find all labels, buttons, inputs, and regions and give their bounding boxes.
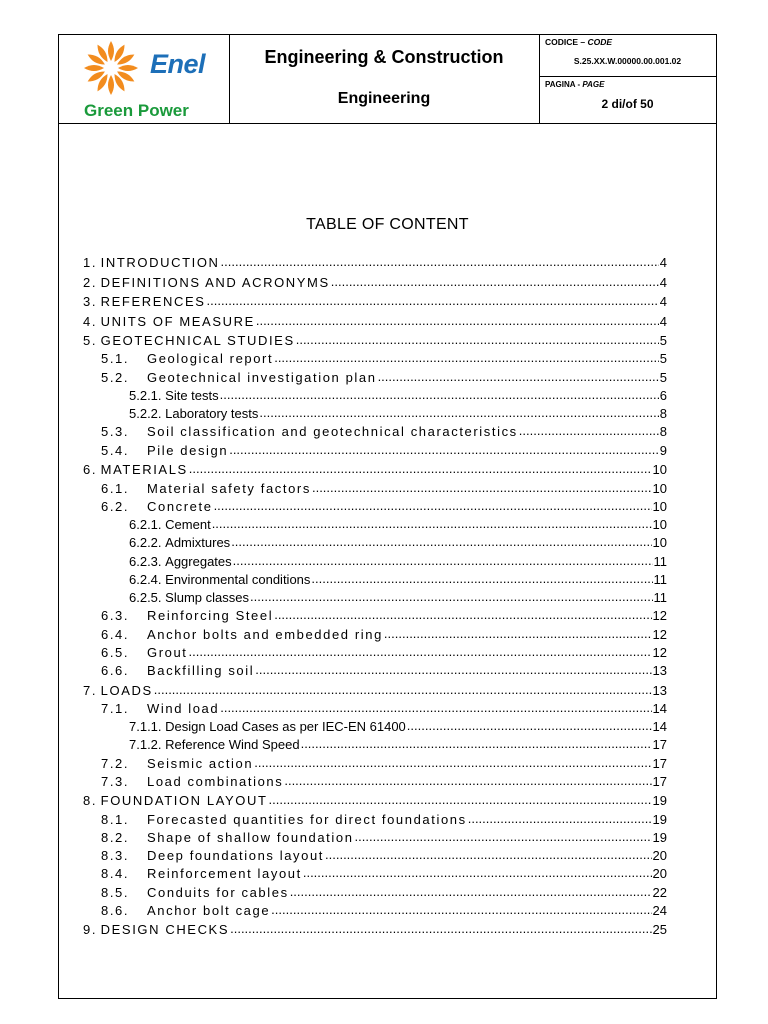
toc-entry-page: 10 xyxy=(652,517,667,532)
toc-entry-page: 12 xyxy=(652,608,667,624)
toc-entry-label: Reinforcement layout xyxy=(147,866,302,882)
toc-entry-label: Pile design xyxy=(147,442,229,458)
document-page xyxy=(58,34,717,999)
toc-entry[interactable] xyxy=(83,333,667,351)
toc-entry-label: Backfilling soil xyxy=(147,663,255,678)
toc-entry-number: 5.2. xyxy=(101,369,130,385)
toc-entry[interactable] xyxy=(83,830,667,848)
toc-entry-number: 6.2. xyxy=(101,498,130,514)
toc-entry-page: 11 xyxy=(653,553,667,569)
toc-entry-page: 17 xyxy=(652,773,667,789)
toc-entry-number: 6.4. xyxy=(101,626,130,642)
toc-entry-number: 7.1. xyxy=(101,700,130,716)
toc-entry[interactable] xyxy=(83,683,667,701)
toc-entry-page: 11 xyxy=(653,590,667,605)
toc-entry[interactable] xyxy=(83,351,667,369)
toc-entry-number: 6.2.1. xyxy=(129,517,162,532)
toc-entry[interactable] xyxy=(83,701,667,719)
toc-entry-number: 7.3. xyxy=(101,773,130,789)
logo-subtitle: Green Power xyxy=(84,101,189,120)
toc-entry-label: LOADS xyxy=(100,682,153,698)
toc-entry-label: Geotechnical investigation plan xyxy=(147,369,377,385)
toc-entry-label: Concrete xyxy=(147,498,213,514)
toc-entry-label: Anchor bolt cage xyxy=(147,902,271,918)
document-subtitle: Engineering xyxy=(337,90,431,107)
toc-entry-number: 6.2.2. xyxy=(129,535,162,551)
toc-entry[interactable] xyxy=(83,812,667,830)
page-label: PAGINA - PAGE xyxy=(545,80,605,89)
toc-leader-dots xyxy=(271,902,651,917)
toc-leader-dots xyxy=(355,829,652,844)
toc-leader-dots xyxy=(212,516,652,531)
toc-entry-label: Load combinations xyxy=(147,773,284,789)
toc-entry-page: 5 xyxy=(659,369,667,385)
toc-leader-dots xyxy=(269,792,652,807)
toc-entry-number: 8.2. xyxy=(101,829,130,845)
toc-leader-dots xyxy=(207,293,659,308)
toc-entry-page: 4 xyxy=(659,313,667,329)
toc-entry-label: Reference Wind Speed xyxy=(165,737,300,753)
toc-entry[interactable] xyxy=(83,255,667,273)
document-code: S.25.XX.W.00000.00.001.02 xyxy=(573,56,682,66)
toc-entry-number: 6.2.4. xyxy=(129,571,162,587)
toc-entry[interactable] xyxy=(83,314,667,332)
toc-entry-page: 13 xyxy=(652,682,667,698)
toc-leader-dots xyxy=(290,884,652,899)
toc-entry[interactable] xyxy=(83,590,667,608)
toc-entry-page: 4 xyxy=(659,274,667,290)
toc-entry-page: 10 xyxy=(652,480,667,496)
toc-entry[interactable] xyxy=(83,608,667,626)
toc-entry-page: 10 xyxy=(652,498,667,514)
toc-entry-number: 9. xyxy=(83,922,98,938)
toc-entry[interactable] xyxy=(83,756,667,774)
toc-entry-label: Material safety factors xyxy=(147,480,311,496)
toc-entry[interactable] xyxy=(83,535,667,553)
toc-entry-label: UNITS OF MEASURE xyxy=(100,313,255,329)
toc-entry-page: 13 xyxy=(652,663,667,678)
toc-entry[interactable] xyxy=(83,424,667,442)
toc-leader-dots xyxy=(154,682,652,697)
toc-entry-number: 6.2.5. xyxy=(129,590,162,605)
toc-entry-number: 8.5. xyxy=(101,884,130,900)
toc-entry-number: 6. xyxy=(83,462,98,478)
toc-entry-number: 5.1. xyxy=(101,351,130,367)
toc-entry[interactable] xyxy=(83,848,667,866)
toc-entry-label: Cement xyxy=(165,517,211,532)
toc-entry-number: 5.2.2. xyxy=(129,406,162,422)
toc-entry[interactable] xyxy=(83,719,667,737)
toc-entry-number: 7.1.2. xyxy=(129,737,162,753)
toc-entry-label: Conduits for cables xyxy=(147,884,289,900)
toc-entry[interactable] xyxy=(83,866,667,884)
toc-entry-label: GEOTECHNICAL STUDIES xyxy=(100,333,295,349)
toc-entry-page: 11 xyxy=(653,571,667,587)
toc-entry[interactable] xyxy=(83,774,667,792)
toc-entry-label: Environmental conditions xyxy=(165,571,311,587)
toc-entry-number: 7. xyxy=(83,682,98,698)
page-number: 2 di/of 50 xyxy=(601,97,654,111)
toc-leader-dots xyxy=(231,534,651,549)
toc-entry-label: Geological report xyxy=(147,351,274,367)
toc-entry-number: 1. xyxy=(83,255,98,270)
document-title: Engineering & Construction xyxy=(264,47,504,67)
toc-entry-number: 7.2. xyxy=(101,755,130,771)
toc-entry[interactable] xyxy=(83,572,667,590)
logo-wordmark: Enel xyxy=(150,49,206,79)
toc-entry-label: Anchor bolts and embedded ring xyxy=(147,626,383,642)
toc-leader-dots xyxy=(259,405,658,420)
enel-sun-logo-icon xyxy=(83,40,139,96)
toc-leader-dots xyxy=(255,662,651,677)
toc-entry-label: Admixtures xyxy=(165,535,231,551)
toc-leader-dots xyxy=(189,644,652,659)
toc-entry[interactable] xyxy=(83,462,667,480)
toc-entry-page: 8 xyxy=(659,406,667,422)
toc-entry-page: 22 xyxy=(652,884,667,900)
toc-entry[interactable] xyxy=(83,275,667,293)
toc-entry-label: DESIGN CHECKS xyxy=(100,922,230,938)
toc-entry[interactable] xyxy=(83,903,667,921)
toc-entry-page: 4 xyxy=(659,294,667,310)
toc-leader-dots xyxy=(274,350,659,365)
toc-entry-page: 17 xyxy=(652,737,667,753)
toc-entry-label: Seismic action xyxy=(147,755,254,771)
toc-entry-page: 10 xyxy=(652,535,667,551)
logo-ray xyxy=(84,65,104,71)
toc-entry-label: MATERIALS xyxy=(100,462,188,478)
toc-entry-number: 6.6. xyxy=(101,663,130,678)
toc-entry-label: Site tests xyxy=(165,387,219,403)
document-header xyxy=(59,35,716,124)
toc-entry[interactable] xyxy=(83,443,667,461)
toc-leader-dots xyxy=(331,274,659,289)
toc-leader-dots xyxy=(301,736,652,751)
toc-entry[interactable] xyxy=(83,627,667,645)
toc-leader-dots xyxy=(325,847,652,862)
toc-leader-dots xyxy=(384,626,652,641)
toc-entry-page: 19 xyxy=(652,811,667,827)
toc-leader-dots xyxy=(254,755,651,770)
toc-leader-dots xyxy=(221,254,659,269)
toc-leader-dots xyxy=(220,700,651,715)
toc-entry-label: Shape of shallow foundation xyxy=(147,829,354,845)
toc-entry-number: 5.2.1. xyxy=(129,387,162,403)
toc-entry-label: FOUNDATION LAYOUT xyxy=(100,793,268,809)
code-box xyxy=(539,35,716,77)
title-cell xyxy=(229,35,540,123)
toc-entry-number: 3. xyxy=(83,294,98,310)
toc-entry-label: Design Load Cases as per IEC-EN 61400 xyxy=(165,719,406,735)
toc-entry[interactable] xyxy=(83,481,667,499)
toc-entry-label: Reinforcing Steel xyxy=(147,608,274,624)
toc-leader-dots xyxy=(311,571,652,586)
toc-entry-page: 20 xyxy=(652,866,667,882)
toc-leader-dots xyxy=(256,313,659,328)
toc-entry-number: 4. xyxy=(83,313,98,329)
toc-entry[interactable] xyxy=(83,737,667,755)
toc-entry-number: 6.3. xyxy=(101,608,130,624)
code-label: CODICE – CODE xyxy=(545,37,613,47)
toc-entry-label: Soil classification and geotechnical characteristics xyxy=(147,424,518,440)
toc-entry-number: 5. xyxy=(83,333,98,349)
toc-entry-label: Slump classes xyxy=(165,590,249,605)
toc-entry-number: 6.5. xyxy=(101,644,130,660)
toc-entry[interactable] xyxy=(83,554,667,572)
toc-entry[interactable] xyxy=(83,370,667,388)
toc-leader-dots xyxy=(312,480,652,495)
logo-cell xyxy=(59,35,230,123)
toc-entry-label: INTRODUCTION xyxy=(100,255,220,270)
toc-entry[interactable] xyxy=(83,922,667,940)
toc-entry[interactable] xyxy=(83,663,667,681)
toc-entry-label: Wind load xyxy=(147,700,220,716)
toc-entry-page: 19 xyxy=(652,829,667,845)
toc-entry-page: 8 xyxy=(659,424,667,440)
toc-entry-page: 25 xyxy=(652,922,667,938)
toc-leader-dots xyxy=(407,718,652,733)
toc-entry-page: 20 xyxy=(652,848,667,864)
toc-entry-label: Aggregates xyxy=(165,553,232,569)
toc-entry-page: 12 xyxy=(652,644,667,660)
toc-entry-page: 4 xyxy=(659,255,667,270)
toc-entry-number: 8.4. xyxy=(101,866,130,882)
toc-entry[interactable] xyxy=(83,406,667,424)
toc-entry-label: DEFINITIONS AND ACRONYMS xyxy=(100,274,330,290)
toc-entry-number: 8.3. xyxy=(101,848,130,864)
toc-entry-number: 7.1.1. xyxy=(129,719,162,735)
toc-leader-dots xyxy=(230,921,651,936)
toc-entry-page: 19 xyxy=(652,793,667,809)
toc-leader-dots xyxy=(303,865,652,880)
toc-leader-dots xyxy=(296,332,659,347)
toc-leader-dots xyxy=(233,553,653,568)
logo-ray xyxy=(108,41,114,61)
toc-entry[interactable] xyxy=(83,499,667,517)
toc-entry-number: 5.3. xyxy=(101,424,130,440)
toc-entry-number: 5.4. xyxy=(101,442,130,458)
toc-entry-label: Deep foundations layout xyxy=(147,848,325,864)
toc-leader-dots xyxy=(214,498,652,513)
toc-title: TABLE OF CONTENT xyxy=(306,216,469,233)
toc-entry-number: 8.6. xyxy=(101,902,130,918)
toc-entry-label: REFERENCES xyxy=(100,294,206,310)
toc-entry-number: 6.1. xyxy=(101,480,130,496)
toc-entry-number: 8. xyxy=(83,793,98,809)
toc-entry-page: 14 xyxy=(652,700,667,716)
toc-entry-page: 5 xyxy=(659,351,667,367)
logo-ray xyxy=(118,65,138,71)
toc-entry-page: 9 xyxy=(659,442,667,458)
toc-entry[interactable] xyxy=(83,793,667,811)
toc-entry[interactable] xyxy=(83,388,667,406)
code-cell xyxy=(539,35,716,123)
toc-leader-dots xyxy=(468,811,652,826)
toc-entry-page: 14 xyxy=(652,719,667,735)
toc-entry-page: 5 xyxy=(659,333,667,349)
toc-entry[interactable] xyxy=(83,645,667,663)
toc-entry-page: 17 xyxy=(652,755,667,771)
toc-leader-dots xyxy=(274,607,651,622)
toc-leader-dots xyxy=(229,442,659,457)
toc-leader-dots xyxy=(220,387,659,402)
toc-entry[interactable] xyxy=(83,294,667,312)
toc-entry-number: 8.1. xyxy=(101,811,130,827)
toc-entry-page: 24 xyxy=(652,902,667,918)
toc-leader-dots xyxy=(378,369,659,384)
toc-entry-page: 10 xyxy=(652,462,667,478)
toc-entry-label: Laboratory tests xyxy=(165,406,259,422)
toc-leader-dots xyxy=(519,423,659,438)
toc-entry-page: 6 xyxy=(659,387,667,403)
toc-entry[interactable] xyxy=(83,885,667,903)
toc-entry-page: 12 xyxy=(652,626,667,642)
toc-entry-label: Forecasted quantities for direct foundations xyxy=(147,811,467,827)
toc-leader-dots xyxy=(250,589,653,604)
toc-entry-number: 6.2.3. xyxy=(129,553,162,569)
toc-leader-dots xyxy=(284,773,651,788)
toc-entry-label: Grout xyxy=(147,644,188,660)
toc-entry[interactable] xyxy=(83,517,667,535)
logo-ray xyxy=(108,75,114,95)
toc-leader-dots xyxy=(189,461,652,476)
toc-entry-number: 2. xyxy=(83,274,98,290)
